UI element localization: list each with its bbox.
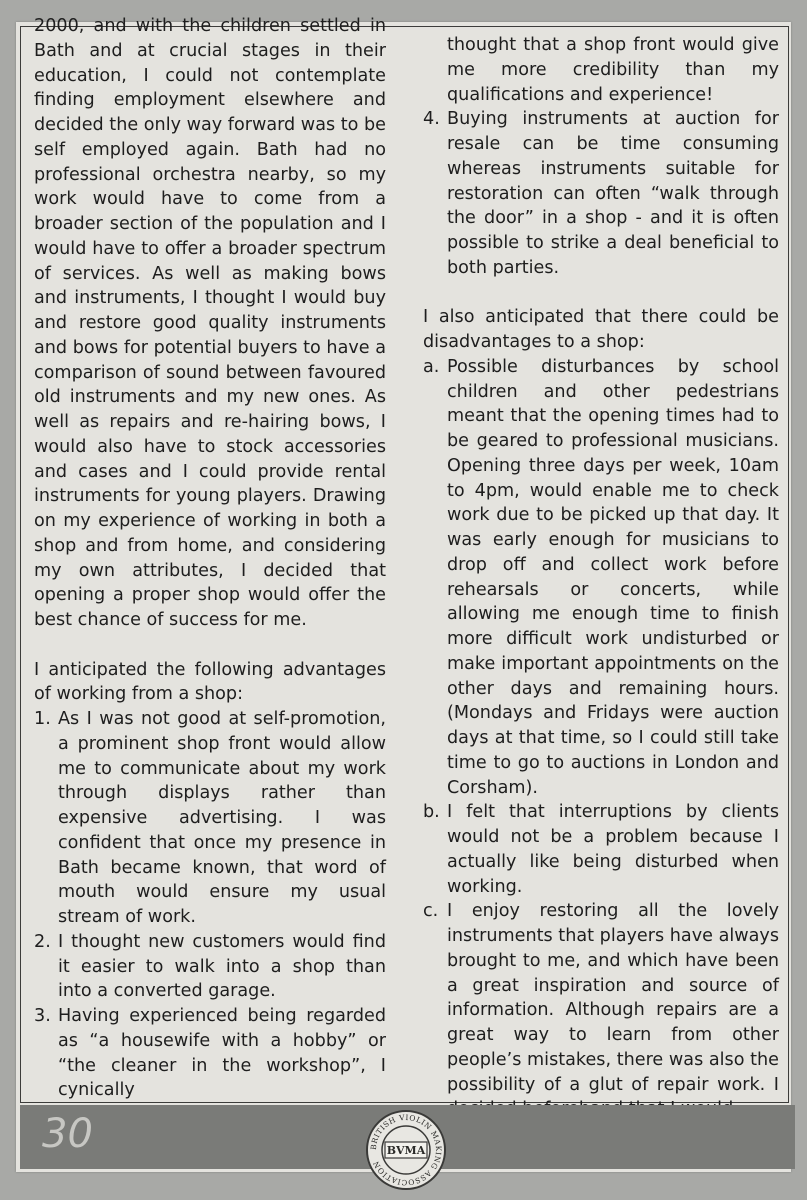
- advantages-list-continued: [423, 33, 779, 281]
- list-item: 3. Having experienced being regarded as “a housewife with a hobby” or “the cleaner in the workshop”, I cynically: [34, 1006, 386, 1101]
- intro-paragraph: 2000, and with the children settled in Bath and at crucial stages in their education, I could not contemplate finding employment elsewhere and decided the only way forward was to be self employed again. Bath had no professional orchestra nearby, so my work would have to come from a broader section of the population and I would have to offer a broader spectrum of services. As well as making bows and instruments, I thought I would buy and restore good quality instruments and bows for potential buyers to have a comparison of sound between favoured old instruments and my new ones. As well as repairs and re-hairing bows, I would also have to stock accessories and cases and I could provide rental instruments for young players. Drawing on my experience of working in both a shop and from home, and considering my own attributes, I decided that opening a proper shop would offer the best chance of success for me.: [34, 16, 386, 630]
- logo-abbreviation: BVMA: [386, 1144, 426, 1157]
- disadvantages-intro: I also anticipated that there could be disadvantages to a shop:: [423, 307, 779, 352]
- bvma-logo-seal: [365, 1109, 447, 1191]
- list-item: 1. As I was not good at self-promotion, a prominent shop front would allow me to communicate about my work through displays rather than expensive advertising. I was confident that once my presence in Bath became known, that word of mouth would ensure my usual stream of work.: [34, 709, 386, 927]
- list-item-continuation: thought that a shop front would give me more credibility than my qualifications and experience!: [447, 35, 779, 105]
- advantages-intro: I anticipated the following advantages of working from a shop:: [34, 659, 386, 705]
- logo-ring-text: BRITISH VIOLIN MAKING ASSOCIATION: [368, 1112, 444, 1188]
- left-column: [34, 14, 386, 1103]
- list-item: b. I felt that interruptions by clients would not be a problem because I actually like being disturbed when working.: [423, 802, 779, 897]
- list-item: 4. Buying instruments at auction for resale can be time consuming whereas instruments suitable for restoration can often “walk through the door” in a shop - and it is often possible to strike a deal beneficial to both parties.: [423, 109, 779, 278]
- footer-band: [20, 1105, 795, 1188]
- disadvantages-list: [423, 355, 779, 1122]
- list-item: a. Possible disturbances by school children and other pedestrians meant that the opening times had to be geared to professional musicians. Opening three days per week, 10am to 4pm, would enable me to check work due to be picked up that day. It was early enough for musicians to drop off and collect work before rehearsals or concerts, while allowing me enough time to finish more difficult work undisturbed or make important appointments on the other days and remaining hours. (Mondays and Fridays were auction days at that time, so I could still take time to go to auctions in London and Corsham).: [423, 356, 779, 798]
- list-item: 2. I thought new customers would find it easier to walk into a shop than into a converted garage.: [34, 931, 386, 1002]
- right-column: [423, 33, 779, 1122]
- advantages-list: [34, 707, 386, 1103]
- list-item: c. I enjoy restoring all the lovely instruments that players have always brought to me, and which have been a great inspiration and source of information. Although repairs are a great way to learn from other people’s mistakes, there was also the possibility of a glut of repair work. I: [423, 901, 779, 1095]
- page-number: 30: [42, 1111, 93, 1157]
